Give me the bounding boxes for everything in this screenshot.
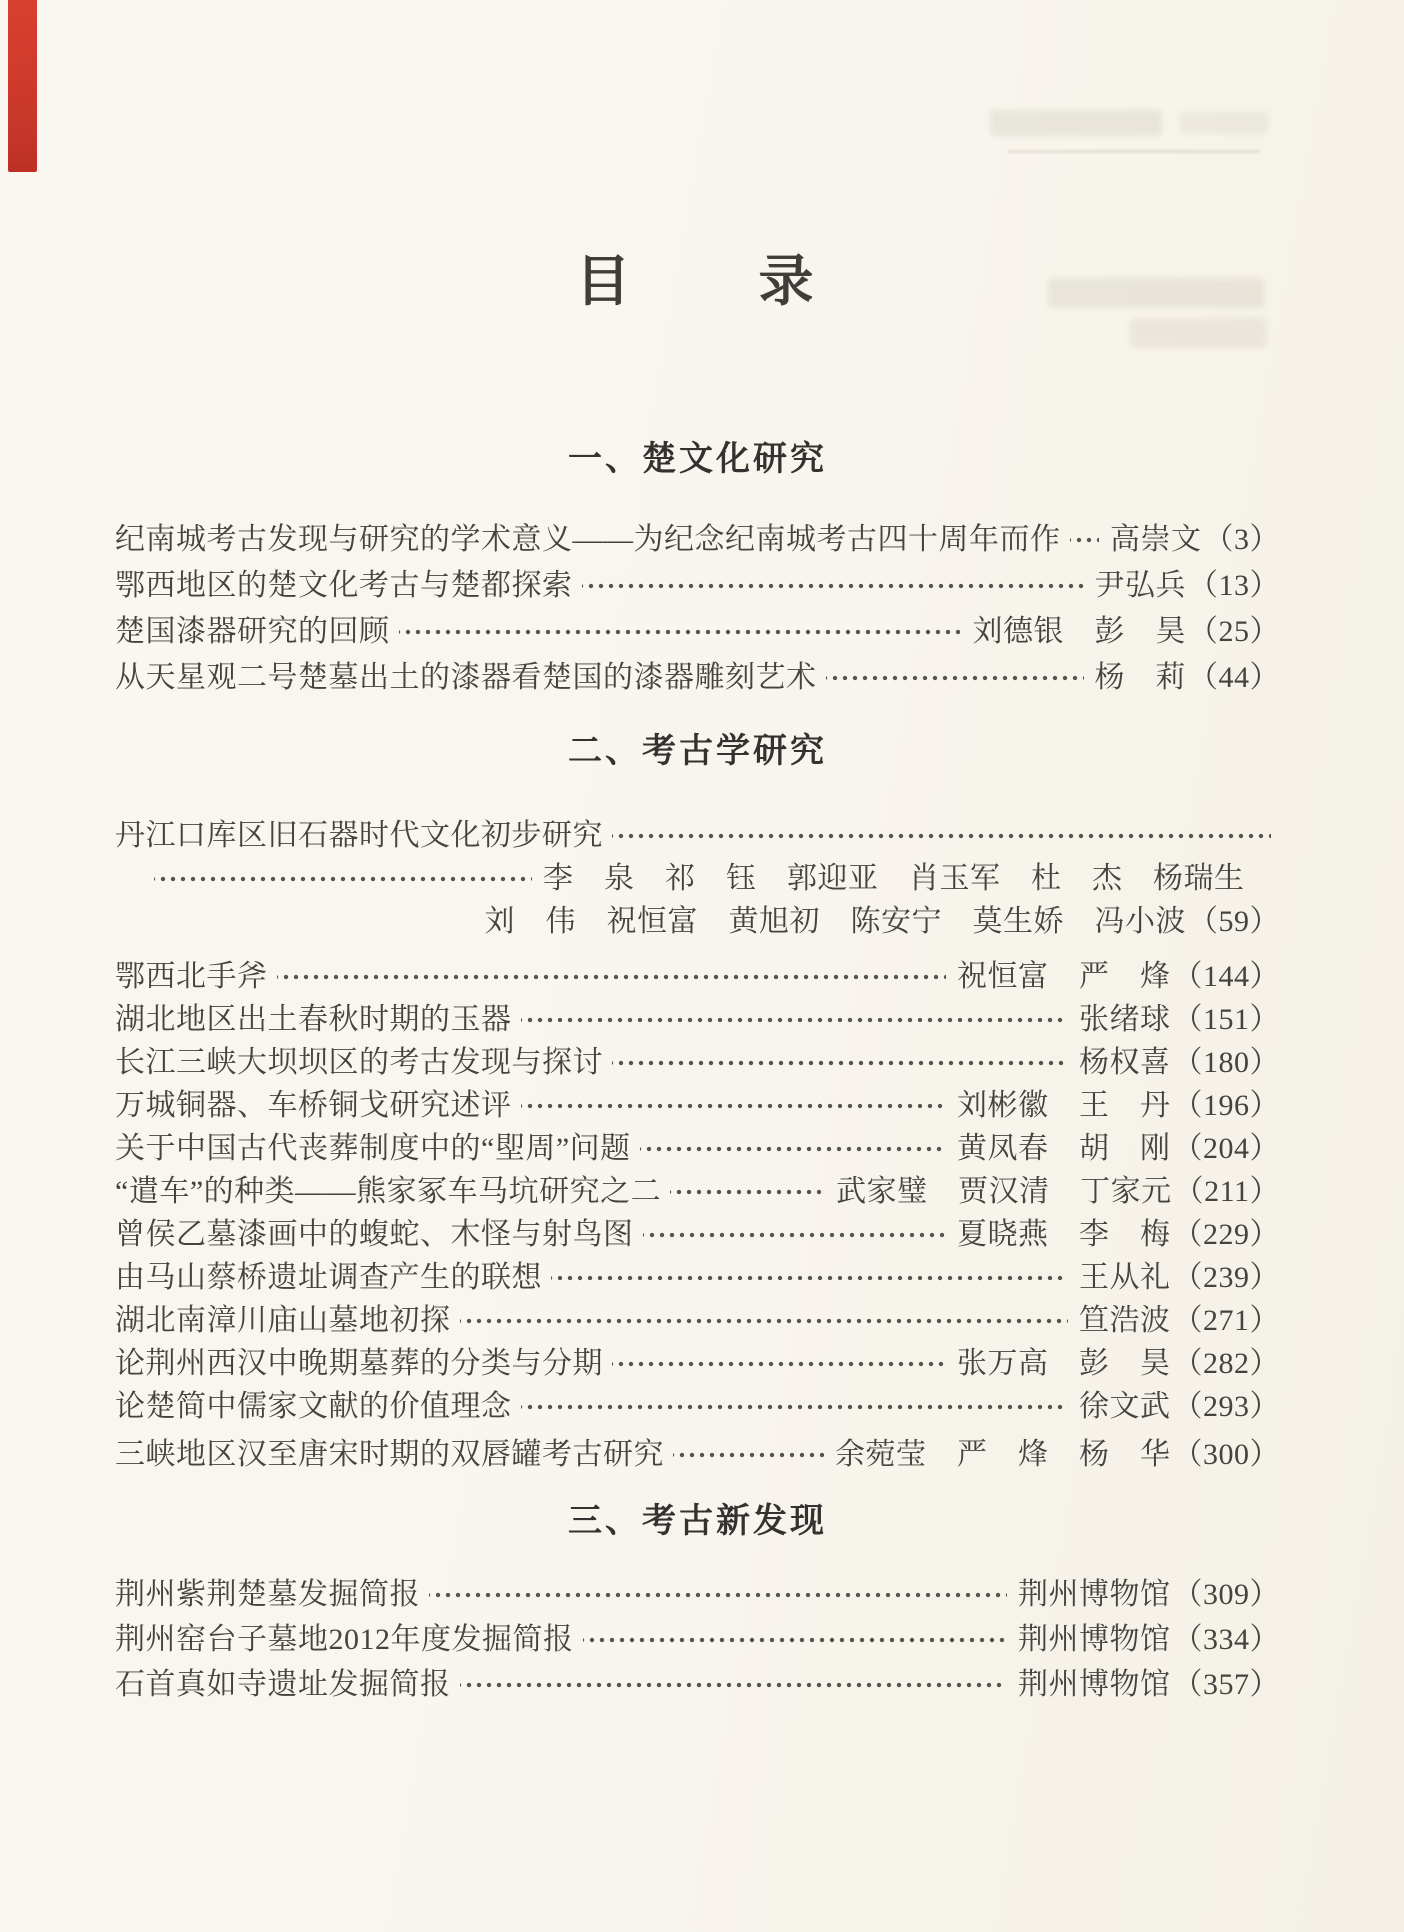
toc-entry-page-number: （151） (1172, 1003, 1280, 1036)
dot-leader (460, 1315, 1069, 1327)
toc-entry-authors: 张万高 彭 昊 (957, 1347, 1171, 1380)
dot-leader (612, 830, 1271, 842)
toc-entry-authors: 杨 莉 (1094, 661, 1186, 694)
dot-leader (521, 1100, 947, 1112)
toc-entry-title: “遣车”的种类——熊家冢车马坑研究之二 (115, 1175, 662, 1208)
toc-entry-title: 由马山蔡桥遗址调查产生的联想 (115, 1261, 542, 1294)
toc-entry-title: 楚国漆器研究的回顾 (115, 615, 390, 648)
dot-leader (551, 1272, 1068, 1284)
toc-entry-authors: 刘德银 彭 昊 (972, 615, 1186, 648)
dot-leader (670, 1186, 825, 1198)
toc-entry-title: 论楚简中儒家文献的价值理念 (115, 1390, 512, 1423)
toc-entry-title: 纪南城考古发现与研究的学术意义——为纪念纪南城考古四十周年而作 (115, 523, 1061, 556)
toc-entry-authors: 刘 伟 祝恒富 黄旭初 陈安宁 莫生娇 冯小波 (484, 905, 1186, 938)
toc-entry (115, 517, 1280, 563)
dot-leader (826, 672, 1084, 684)
section-heading: 二、考古学研究 (568, 731, 827, 771)
toc-entry (115, 857, 1280, 900)
dot-leader (1070, 534, 1100, 546)
toc-entry-title: 关于中国古代丧葬制度中的“堲周”问题 (115, 1132, 631, 1165)
toc-entry-title: 湖北地区出土春秋时期的玉器 (115, 1003, 512, 1036)
toc-entry-authors: 杨权喜 (1079, 1046, 1171, 1079)
toc-entry-title: 湖北南漳川庙山墓地初探 (115, 1304, 451, 1337)
toc-entry-authors: 王从礼 (1079, 1261, 1171, 1294)
toc-entry-authors: 荆州博物馆 (1018, 1668, 1171, 1701)
toc-entry-title: 荆州窑台子墓地2012年度发掘简报 (115, 1623, 574, 1656)
toc-entry (115, 998, 1280, 1041)
toc-entry-title: 鄂西地区的楚文化考古与楚都探索 (115, 569, 573, 602)
toc-entry-title: 荆州紫荆楚墓发掘简报 (115, 1578, 420, 1611)
toc-entry-title: 长江三峡大坝坝区的考古发现与探讨 (115, 1046, 603, 1079)
toc-entry-page-number: （300） (1172, 1438, 1280, 1471)
toc-section (115, 438, 1280, 701)
toc-entry-page-number: （211） (1173, 1175, 1280, 1208)
toc-entry-page-number: （357） (1172, 1668, 1280, 1701)
dot-leader (429, 1589, 1007, 1601)
toc-entry (115, 609, 1280, 655)
toc-entry (115, 1342, 1280, 1385)
toc-entry (115, 1127, 1280, 1170)
dot-leader (612, 1358, 946, 1370)
toc-entry-authors: 李 泉 祁 钰 郭迎亚 肖玉军 杜 杰 杨瑞生 (543, 862, 1245, 895)
toc-entry (115, 1213, 1280, 1256)
toc-entry-authors: 黄凤春 胡 刚 (957, 1132, 1171, 1165)
toc-entry-page-number: （44） (1188, 661, 1280, 694)
toc-entry-page-number: （144） (1172, 960, 1280, 993)
toc-entry (115, 1385, 1280, 1428)
dot-leader (582, 580, 1084, 592)
toc-entry-page-number: （180） (1172, 1046, 1280, 1079)
dot-leader (460, 1679, 1008, 1691)
toc-entry-title: 三峡地区汉至唐宋时期的双唇罐考古研究 (115, 1438, 664, 1471)
toc-section (115, 730, 1280, 1476)
dot-leader (640, 1143, 946, 1155)
toc-entry-authors: 武家璧 贾汉清 丁家元 (836, 1175, 1172, 1208)
toc-entry (115, 1572, 1280, 1617)
toc-entry-page-number: （334） (1172, 1623, 1280, 1656)
toc-entry-page-number: （25） (1188, 615, 1280, 648)
toc-entry-page-number: （59） (1188, 905, 1280, 938)
red-edge-strip (8, 0, 37, 172)
toc-entry-page-number: （3） (1203, 523, 1280, 556)
section-heading: 三、考古新发现 (568, 1501, 827, 1541)
toc-entry-authors: 张绪球 (1079, 1003, 1171, 1036)
dot-leader (154, 873, 532, 885)
toc-entry (115, 1662, 1280, 1707)
toc-entry (115, 1617, 1280, 1662)
toc-sections (115, 0, 1280, 1707)
toc-entry-title: 论荆州西汉中晚期墓葬的分类与分期 (115, 1347, 603, 1380)
dot-leader (277, 971, 947, 983)
dot-leader (399, 626, 962, 638)
toc-entry (115, 1041, 1280, 1084)
toc-entry-authors: 余菀莹 严 烽 杨 华 (835, 1438, 1171, 1471)
toc-entry-page-number: （293） (1172, 1390, 1280, 1423)
dot-leader (583, 1634, 1008, 1646)
toc-entry-page-number: （309） (1172, 1578, 1280, 1611)
toc-entry (115, 563, 1280, 609)
dot-leader (643, 1229, 947, 1241)
toc-entry (115, 900, 1280, 943)
dot-leader (521, 1401, 1069, 1413)
toc-section (115, 1500, 1280, 1707)
toc-entry-authors: 夏晓燕 李 梅 (957, 1218, 1171, 1251)
section-heading: 一、楚文化研究 (568, 439, 827, 479)
toc-entry-title: 石首真如寺遗址发掘简报 (115, 1668, 451, 1701)
toc-entry (115, 1256, 1280, 1299)
dot-leader (521, 1014, 1069, 1026)
toc-entry-title: 万城铜器、车桥铜戈研究述评 (115, 1089, 512, 1122)
toc-entry-page-number: （239） (1172, 1261, 1280, 1294)
toc-entry-page-number: （229） (1172, 1218, 1280, 1251)
toc-entry-title: 曾侯乙墓漆画中的蝮蛇、木怪与射鸟图 (115, 1218, 634, 1251)
toc-entry-title: 从天星观二号楚墓出土的漆器看楚国的漆器雕刻艺术 (115, 661, 817, 694)
dot-leader (612, 1057, 1068, 1069)
toc-entry (115, 655, 1280, 701)
toc-entry-title: 丹江口库区旧石器时代文化初步研究 (115, 819, 603, 852)
toc-entry-title: 鄂西北手斧 (115, 960, 268, 993)
dot-leader (673, 1449, 824, 1461)
toc-entry-page-number: （204） (1172, 1132, 1280, 1165)
toc-entry-authors: 荆州博物馆 (1018, 1578, 1171, 1611)
toc-entry-authors: 祝恒富 严 烽 (957, 960, 1171, 993)
toc-entry (115, 1433, 1280, 1476)
toc-entry-authors: 荆州博物馆 (1018, 1623, 1171, 1656)
toc-entry-page-number: （282） (1172, 1347, 1280, 1380)
toc-entry-page-number: （271） (1172, 1304, 1280, 1337)
toc-entry (115, 955, 1280, 998)
toc-entry-page-number: （13） (1188, 569, 1280, 602)
toc-entry-authors: 徐文武 (1079, 1390, 1171, 1423)
toc-entry-page-number: （196） (1172, 1089, 1280, 1122)
toc-entry (115, 814, 1280, 857)
toc-entry-authors: 笪浩波 (1079, 1304, 1171, 1337)
toc-entry (115, 1170, 1280, 1213)
toc-entry-authors: 刘彬徽 王 丹 (957, 1089, 1171, 1122)
toc-entry (115, 1299, 1280, 1342)
toc-entry-authors: 高崇文 (1110, 523, 1202, 556)
page-title: 目 录 (575, 251, 820, 312)
toc-entry (115, 1084, 1280, 1127)
toc-entry-authors: 尹弘兵 (1094, 569, 1186, 602)
